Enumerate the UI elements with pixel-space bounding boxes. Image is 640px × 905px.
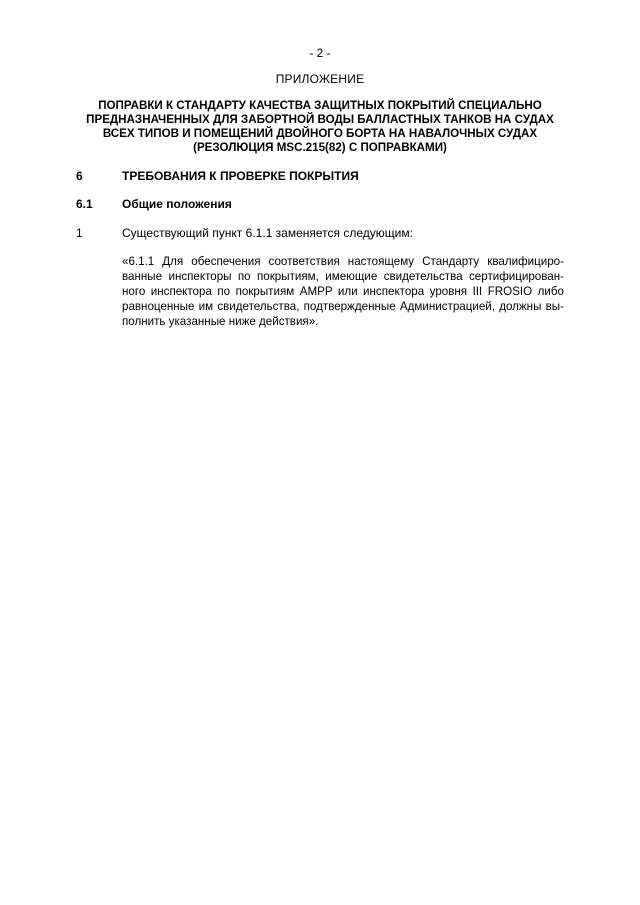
- quoted-replacement-text: [122, 254, 564, 329]
- document-title-line: ПРЕДНАЗНАЧЕННЫХ ДЛЯ ЗАБОРТНОЙ ВОДЫ БАЛЛАСТНЫХ ТАНКОВ НА СУДАХ: [86, 113, 554, 126]
- document-title-line: ВСЕХ ТИПОВ И ПОМЕЩЕНИЙ ДВОЙНОГО БОРТА НА НАВАЛОЧНЫХ СУДАХ: [102, 127, 538, 140]
- quote-line: «6.1.1 Для обеспечения соответствия настоящему Стандарту квалифициро-: [122, 255, 564, 268]
- document-title-line: (РЕЗОЛЮЦИЯ MSC.215(82) С ПОПРАВКАМИ): [193, 141, 447, 154]
- section-title: ТРЕБОВАНИЯ К ПРОВЕРКЕ ПОКРЫТИЯ: [122, 169, 359, 183]
- section-number: 6: [76, 169, 83, 183]
- amendment-number: 1: [76, 226, 83, 240]
- document-title: [80, 99, 560, 155]
- amendment-text: Существующий пункт 6.1.1 заменяется следующим:: [122, 226, 413, 240]
- page-number: - 2 -: [309, 46, 331, 60]
- annex-label: ПРИЛОЖЕНИЕ: [275, 72, 365, 86]
- quote-line: ного инспектора по покрытиям AMPP или инспектора уровня III FROSIO либо: [122, 285, 564, 298]
- quote-line: полнить указанные ниже действия».: [122, 315, 319, 328]
- quote-line: равноценные им свидетельства, подтвержденные Администрацией, должны вы-: [122, 300, 564, 313]
- subsection-number: 6.1: [76, 197, 93, 211]
- quote-line: ванные инспекторы по покрытиям, имеющие свидетельства сертифицирован-: [122, 270, 564, 283]
- subsection-title: Общие положения: [122, 197, 232, 211]
- document-title-line: ПОПРАВКИ К СТАНДАРТУ КАЧЕСТВА ЗАЩИТНЫХ ПОКРЫТИЙ СПЕЦИАЛЬНО: [98, 99, 542, 112]
